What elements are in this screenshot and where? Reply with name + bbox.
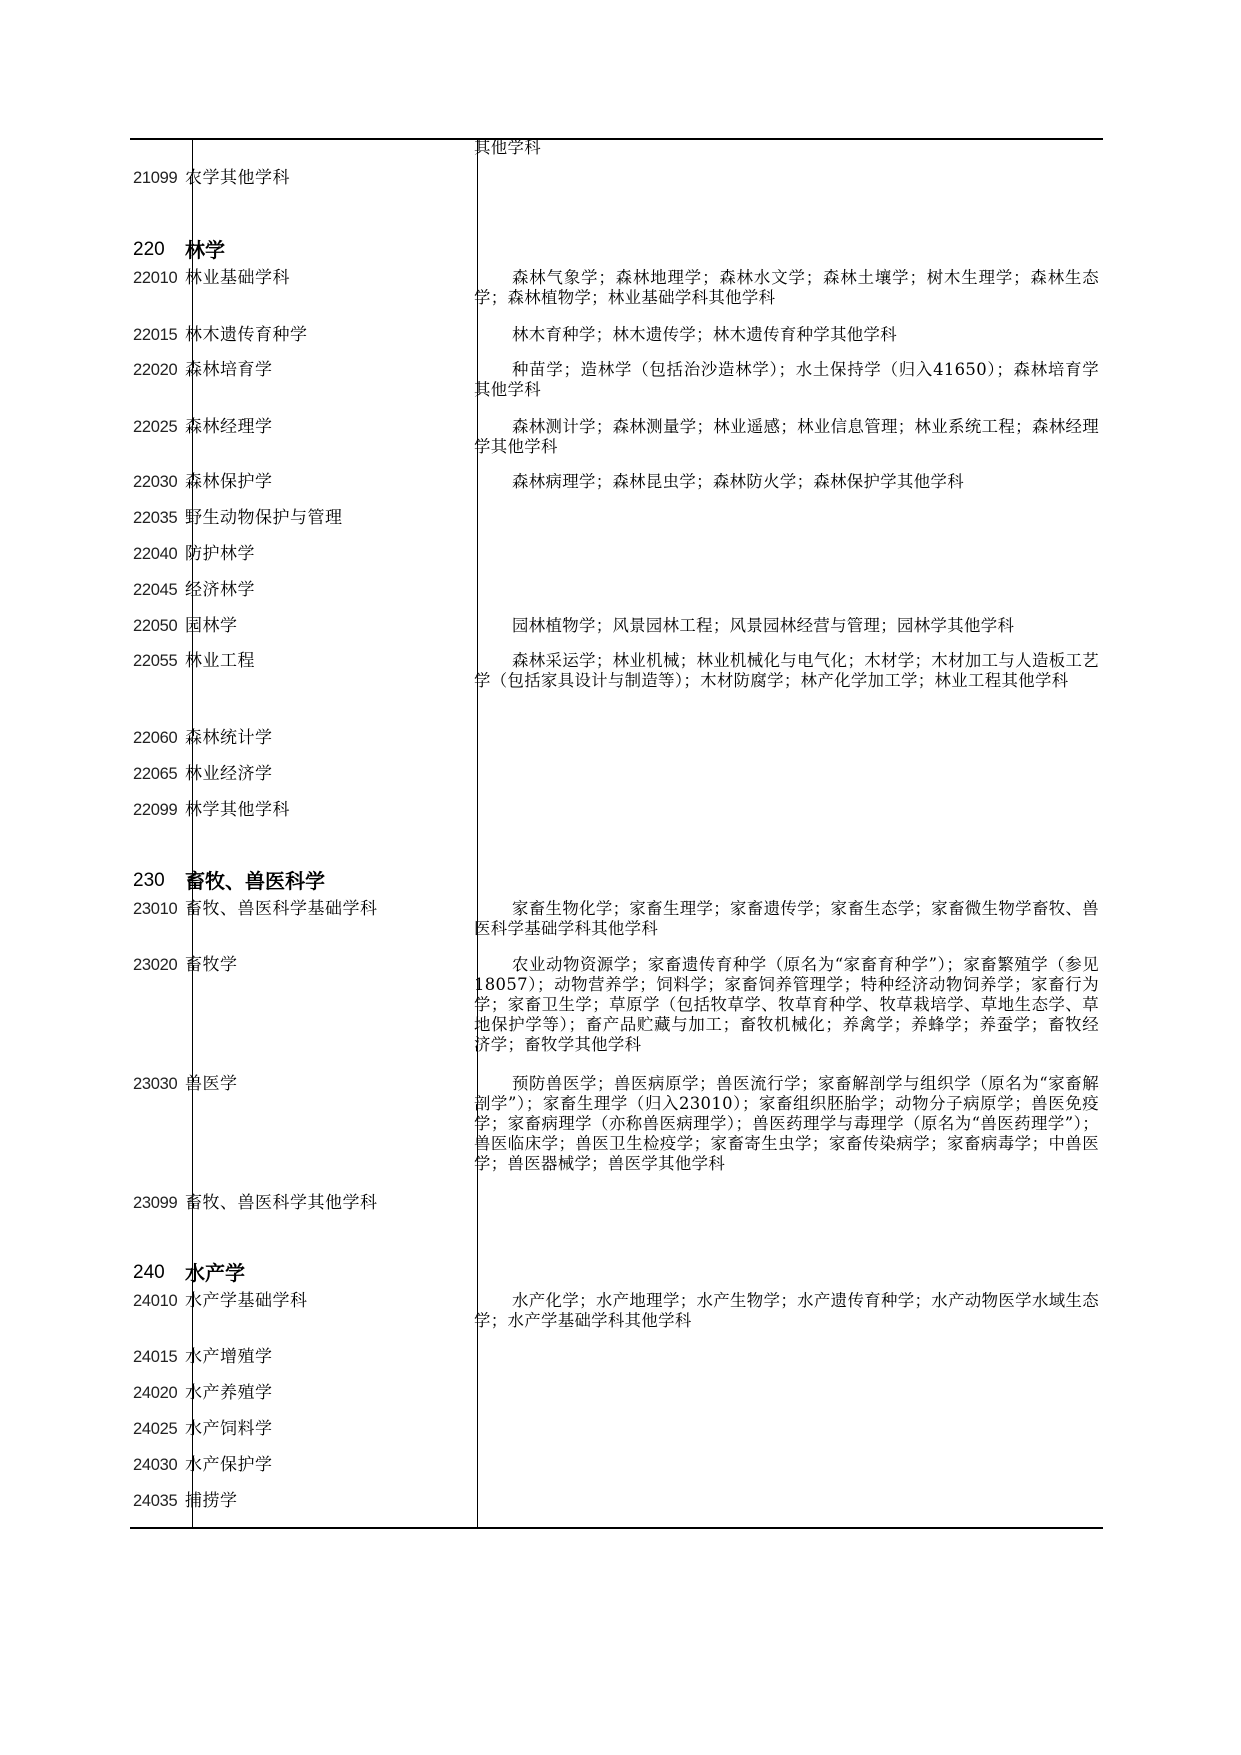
discipline-code: 24035 [133, 1492, 178, 1510]
discipline-subfields: 园林植物学；风景园林工程；风景园林经营与管理；园林学其他学科 [512, 616, 1015, 635]
table-row [130, 1383, 1103, 1419]
discipline-code: 23030 [133, 1075, 178, 1093]
table-row [130, 580, 1103, 616]
discipline-code: 22015 [133, 326, 178, 344]
table-row [130, 651, 1103, 728]
discipline-name: 水产增殖学 [185, 1347, 273, 1367]
discipline-subfields: 林木育种学；林木遗传学；林木遗传育种学其他学科 [512, 325, 898, 344]
discipline-code: 22010 [133, 269, 178, 287]
table-row [130, 544, 1103, 580]
table-row [130, 1193, 1103, 1261]
discipline-code: 23020 [133, 956, 178, 974]
table-row [130, 138, 1103, 168]
table-row [130, 800, 1103, 869]
discipline-code: 24015 [133, 1348, 178, 1366]
discipline-name: 森林培育学 [185, 360, 273, 380]
discipline-name: 野生动物保护与管理 [185, 508, 343, 528]
discipline-code: 22055 [133, 652, 178, 670]
category-heading-row [130, 869, 1103, 899]
discipline-code: 22065 [133, 765, 178, 783]
discipline-code: 24010 [133, 1292, 178, 1310]
discipline-name: 农学其他学科 [185, 168, 290, 188]
discipline-subfields: 其他学科 [474, 138, 541, 157]
category-heading-row [130, 1261, 1103, 1291]
discipline-subfields: 森林采运学；林业机械；林业机械化与电气化；木材学；木材加工与人造板工艺学（包括家具设计与制造等）；木材防腐学；林产化学加工学；林业工程其他学科 [474, 651, 1099, 690]
table-row [130, 168, 1103, 238]
discipline-name: 森林统计学 [185, 728, 273, 748]
table-row [130, 325, 1103, 360]
table-row [130, 1291, 1103, 1347]
discipline-name: 园林学 [185, 616, 238, 636]
category-heading-row [130, 238, 1103, 268]
discipline-name: 水产饲料学 [185, 1419, 273, 1439]
discipline-name: 水产保护学 [185, 1455, 273, 1475]
discipline-name: 林学其他学科 [185, 800, 290, 820]
discipline-subfields: 种苗学；造林学（包括治沙造林学）；水土保持学（归入41650）；森林培育学其他学科 [474, 360, 1099, 399]
discipline-name: 兽医学 [185, 1074, 238, 1094]
discipline-name: 林学 [185, 238, 225, 262]
table-bottom-rule [130, 1527, 1103, 1529]
discipline-name: 畜牧、兽医科学 [185, 869, 325, 893]
table-row [130, 616, 1103, 651]
discipline-subfields: 预防兽医学；兽医病原学；兽医流行学；家畜解剖学与组织学（原名为“家畜解剖学”）；家畜生理学（归入23010）；家畜组织胚胎学；动物分子病原学；兽医免疫学；家畜病理学（亦称兽医病理学）；兽医药理学与毒理学（原名为“兽医药理学”）；兽医临床学；兽医卫生检疫学；家畜寄生虫学；家畜传染病学；家畜病毒学；中兽医学；兽医器械学；兽医学其他学科 [474, 1074, 1099, 1173]
discipline-subfields: 森林测计学；森林测量学；林业遥感；林业信息管理；林业系统工程；森林经理学其他学科 [474, 417, 1099, 456]
table-row [130, 1419, 1103, 1455]
discipline-table [130, 138, 1103, 1525]
table-row [130, 360, 1103, 417]
table-row [130, 417, 1103, 472]
discipline-code: 24020 [133, 1384, 178, 1402]
discipline-subfields: 森林病理学；森林昆虫学；森林防火学；森林保护学其他学科 [512, 472, 964, 491]
discipline-name: 林业经济学 [185, 764, 273, 784]
discipline-name: 林木遗传育种学 [185, 325, 308, 345]
discipline-name: 畜牧学 [185, 955, 238, 975]
discipline-code: 22020 [133, 361, 178, 379]
discipline-subfields: 农业动物资源学；家畜遗传育种学（原名为“家畜育种学”）；家畜繁殖学（参见18057）；动物营养学；饲料学；家畜饲养管理学；特种经济动物饲养学；家畜行为学；家畜卫生学；草原学（包括牧草学、牧草育种学、牧草栽培学、草地生态学、草地保护学等）；畜产品贮藏与加工；畜牧机械化；养禽学；养蜂学；养蚕学；畜牧经济学；畜牧学其他学科 [474, 955, 1099, 1054]
table-row [130, 1347, 1103, 1383]
discipline-name: 防护林学 [185, 544, 255, 564]
discipline-code: 23010 [133, 900, 178, 918]
discipline-code: 22060 [133, 729, 178, 747]
discipline-name: 林业工程 [185, 651, 255, 671]
discipline-code: 22035 [133, 509, 178, 527]
discipline-code: 22045 [133, 581, 178, 599]
table-row [130, 955, 1103, 1074]
discipline-code: 24025 [133, 1420, 178, 1438]
discipline-name: 捕捞学 [185, 1491, 238, 1511]
discipline-subfields: 森林气象学；森林地理学；森林水文学；森林土壤学；树木生理学；森林生态学；森林植物学；林业基础学科其他学科 [474, 268, 1099, 307]
table-row [130, 1074, 1103, 1193]
table-row [130, 508, 1103, 544]
column-divider-name-note [477, 138, 478, 1527]
discipline-code: 22025 [133, 418, 178, 436]
discipline-name: 林业基础学科 [185, 268, 290, 288]
discipline-name: 水产学 [185, 1261, 245, 1285]
table-row [130, 899, 1103, 955]
discipline-code: 22040 [133, 545, 178, 563]
discipline-code: 22050 [133, 617, 178, 635]
discipline-subfields: 水产化学；水产地理学；水产生物学；水产遗传育种学；水产动物医学水域生态学；水产学基础学科其他学科 [474, 1291, 1099, 1330]
discipline-name: 畜牧、兽医科学基础学科 [185, 899, 378, 919]
table-rows [130, 138, 1103, 1525]
table-row [130, 764, 1103, 800]
table-row [130, 472, 1103, 508]
table-row [130, 1455, 1103, 1491]
table-row [130, 268, 1103, 325]
discipline-subfields: 家畜生物化学；家畜生理学；家畜遗传学；家畜生态学；家畜微生物学畜牧、兽医科学基础学科其他学科 [474, 899, 1099, 938]
discipline-code: 22030 [133, 473, 178, 491]
discipline-code: 22099 [133, 801, 178, 819]
table-row [130, 728, 1103, 764]
table-row [130, 1491, 1103, 1525]
discipline-name: 经济林学 [185, 580, 255, 600]
discipline-name: 水产养殖学 [185, 1383, 273, 1403]
discipline-code: 23099 [133, 1194, 178, 1212]
discipline-code: 220 [133, 239, 165, 260]
discipline-name: 森林保护学 [185, 472, 273, 492]
discipline-name: 水产学基础学科 [185, 1291, 308, 1311]
discipline-code: 21099 [133, 169, 178, 187]
discipline-code: 24030 [133, 1456, 178, 1474]
column-divider-code-name [192, 138, 193, 1527]
discipline-name: 畜牧、兽医科学其他学科 [185, 1193, 378, 1213]
discipline-code: 230 [133, 870, 165, 891]
discipline-code: 240 [133, 1262, 165, 1283]
discipline-name: 森林经理学 [185, 417, 273, 437]
